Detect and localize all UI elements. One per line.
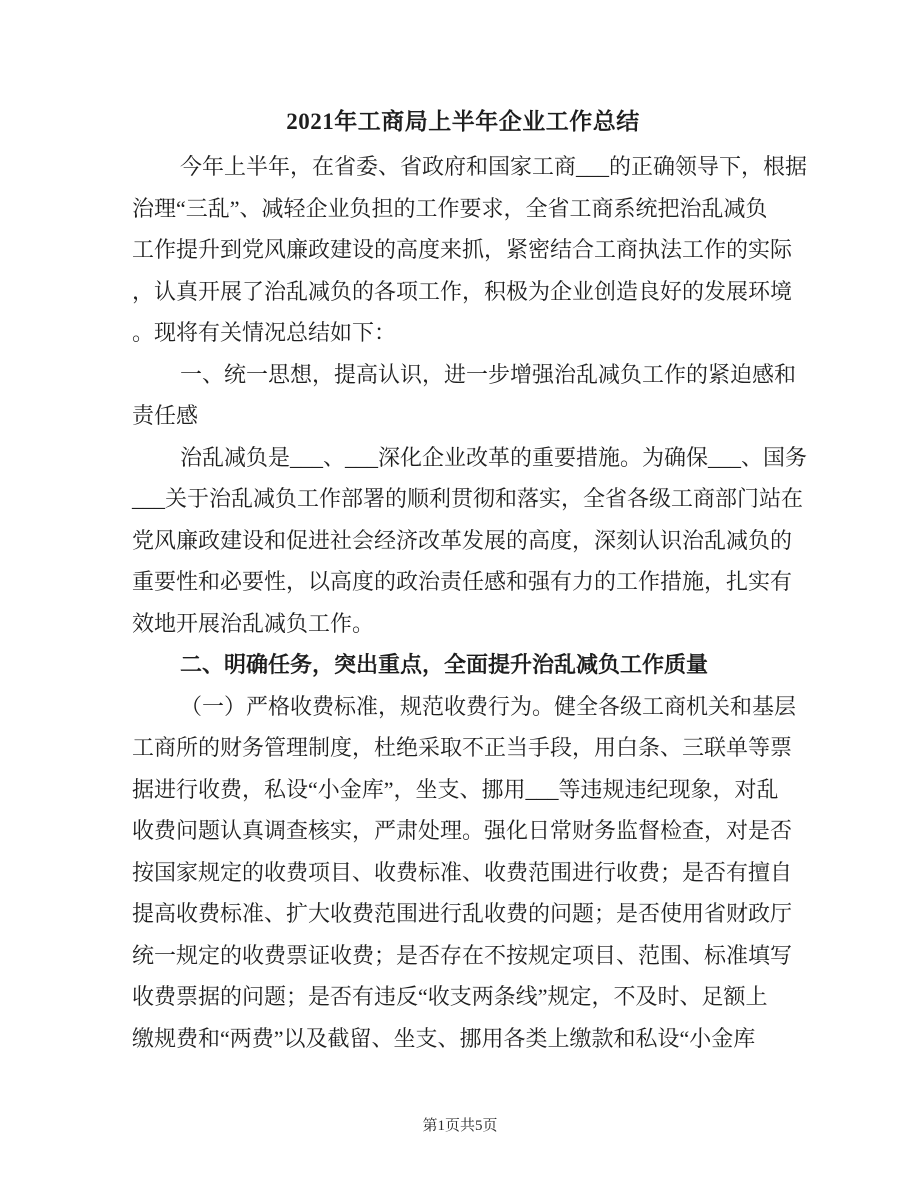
page-title: 2021年工商局上半年企业工作总结 xyxy=(286,109,640,134)
text-line: 工商所的财务管理制度，杜绝采取不正当手段，用白条、三联单等票 xyxy=(132,735,793,760)
paragraph-section-one-body xyxy=(132,437,808,645)
text-line: 效地开展治乱减负工作。 xyxy=(132,610,375,636)
text-line: 收费票据的问题；是否有违反“收支两条线”规定，不及时、足额上 xyxy=(132,984,768,1009)
text-line: 工作提升到党风廉政建设的高度来抓，紧密结合工商执法工作的实际 xyxy=(132,237,793,262)
text-line: 二、明确任务，突出重点，全面提升治乱减负工作质量 xyxy=(180,652,709,677)
text-line: 据进行收费，私设“小金库”，坐支、挪用___等违规违纪现象，对乱 xyxy=(132,776,779,802)
document-content xyxy=(132,100,808,1059)
text-line: ，认真开展了治乱减负的各项工作，积极为企业创造良好的发展环境 xyxy=(132,278,793,304)
paragraph-fee-standards xyxy=(132,686,797,1060)
heading-section-two xyxy=(132,644,794,686)
text-line: 重要性和必要性，以高度的政治责任感和强有力的工作措施，扎实有 xyxy=(132,569,793,594)
text-line: 责任感 xyxy=(132,403,199,428)
page-footer: 第1页共5页 xyxy=(422,1118,498,1134)
text-line: （一）严格收费标准，规范收费行为。健全各级工商机关和基层 xyxy=(180,693,797,719)
text-line: 治乱减负是___、___深化企业改革的重要措施。为确保___、国务 xyxy=(180,444,808,470)
text-line: 收费问题认真调查核实，严肃处理。强化日常财务监督检查，对是否 xyxy=(132,818,793,843)
text-line: 。现将有关情况总结如下： xyxy=(132,320,397,345)
text-line: 治理“三乱”、减轻企业负担的工作要求，全省工商系统把治乱减负 xyxy=(132,195,768,221)
text-line: 党风廉政建设和促进社会经济改革发展的高度，深刻认识治乱减负的 xyxy=(132,527,793,553)
text-line: 一、统一思想，提高认识，进一步增强治乱减负工作的紧迫感和 xyxy=(180,361,797,387)
text-line: 提高收费标准、扩大收费范围进行乱收费的问题；是否使用省财政厅 xyxy=(132,901,793,926)
text-line: 按国家规定的收费项目、收费标准、收费范围进行收费；是否有擅自 xyxy=(132,859,793,885)
document-body xyxy=(132,146,808,1059)
heading-section-one xyxy=(132,354,797,437)
text-line: 缴规费和“两费”以及截留、坐支、挪用各类上缴款和私设“小金库 xyxy=(132,1025,756,1051)
paragraph-intro xyxy=(132,146,808,354)
text-line: 今年上半年，在省委、省政府和国家工商___的正确领导下，根据 xyxy=(180,154,808,179)
text-line: ___关于治乱减负工作部署的顺利贯彻和落实，全省各级工商部门站在 xyxy=(132,486,804,511)
text-line: 统一规定的收费票证收费；是否存在不按规定项目、范围、标准填写 xyxy=(132,942,793,968)
